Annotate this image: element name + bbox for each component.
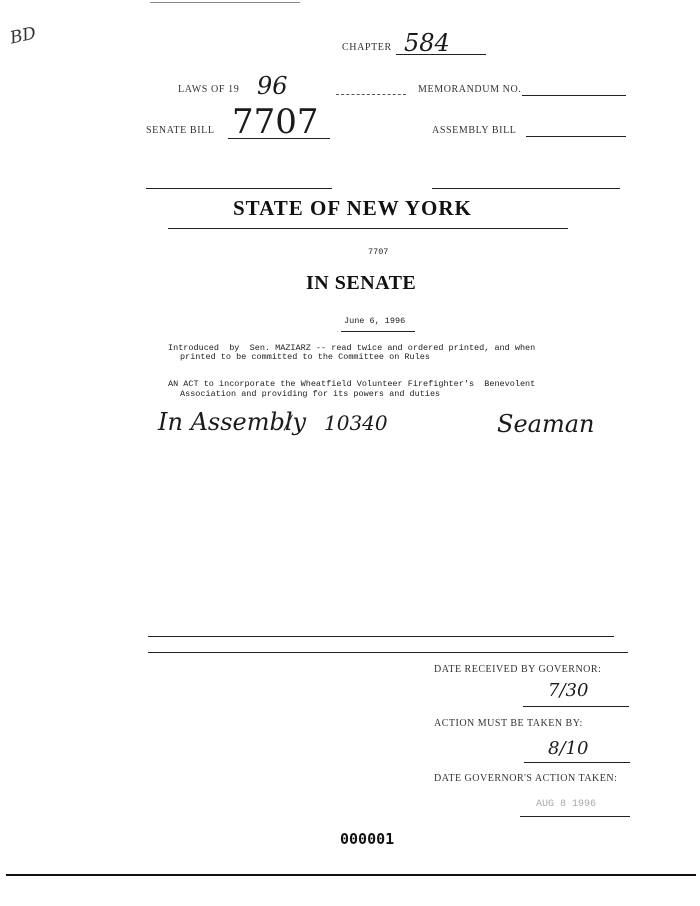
- bill-date: June 6, 1996: [344, 316, 406, 326]
- action-by-underline: [524, 762, 630, 763]
- act-line-1: AN ACT to incorporate the Wheatfield Volunteer Firefighter's Benevolent: [168, 379, 536, 389]
- act-line-2: Association and providing for its powers and duties: [180, 389, 441, 399]
- sponsor-note: Seaman: [497, 410, 595, 438]
- page-number: 000001: [340, 830, 395, 848]
- bottom-rule: [6, 874, 696, 876]
- received-underline: [523, 706, 629, 707]
- date-underline: [341, 331, 415, 332]
- action-taken-label: DATE GOVERNOR'S ACTION TAKEN:: [434, 773, 618, 784]
- laws-label: LAWS OF 19: [178, 84, 240, 95]
- action-by-label: ACTION MUST BE TAKEN BY:: [434, 718, 583, 729]
- memorandum-underline: [522, 95, 626, 96]
- received-value: 7/30: [548, 680, 589, 701]
- senate-bill-label: SENATE BILL: [146, 125, 215, 136]
- chamber-title: IN SENATE: [306, 272, 417, 294]
- bill-number: 7707: [368, 247, 389, 257]
- action-taken-value: AUG 8 1996: [536, 799, 597, 810]
- margin-note: BD: [8, 23, 38, 49]
- assembly-number-note: 10340: [324, 411, 388, 435]
- senate-bill-underline: [228, 138, 330, 139]
- state-title: STATE OF NEW YORK: [233, 196, 472, 220]
- lower-rule-2: [148, 652, 628, 653]
- introduced-line-1: Introduced by Sen. MAZIARZ -- read twice and ordered printed, and when: [168, 343, 536, 353]
- memorandum-label: MEMORANDUM NO.: [418, 84, 522, 95]
- action-by-value: 8/10: [548, 738, 589, 759]
- action-taken-underline: [520, 816, 630, 817]
- chapter-label: CHAPTER: [342, 42, 392, 53]
- in-assembly-note: In Assembly: [158, 408, 307, 436]
- senate-bill-value: 7707: [232, 102, 319, 142]
- laws-dash: [336, 94, 406, 95]
- assembly-bill-label: ASSEMBLY BILL: [432, 125, 517, 136]
- chapter-underline: [396, 54, 486, 55]
- chapter-value: 584: [404, 29, 450, 57]
- left-rule: [146, 188, 332, 189]
- introduced-line-2: printed to be committed to the Committee on Rules: [180, 352, 430, 362]
- lower-rule-1: [148, 636, 614, 637]
- laws-year: 96: [257, 72, 288, 100]
- received-label: DATE RECEIVED BY GOVERNOR:: [434, 664, 602, 675]
- right-rule: [432, 188, 620, 189]
- assembly-bill-underline: [526, 136, 626, 137]
- state-title-underline: [168, 228, 568, 229]
- top-rule: [150, 2, 300, 3]
